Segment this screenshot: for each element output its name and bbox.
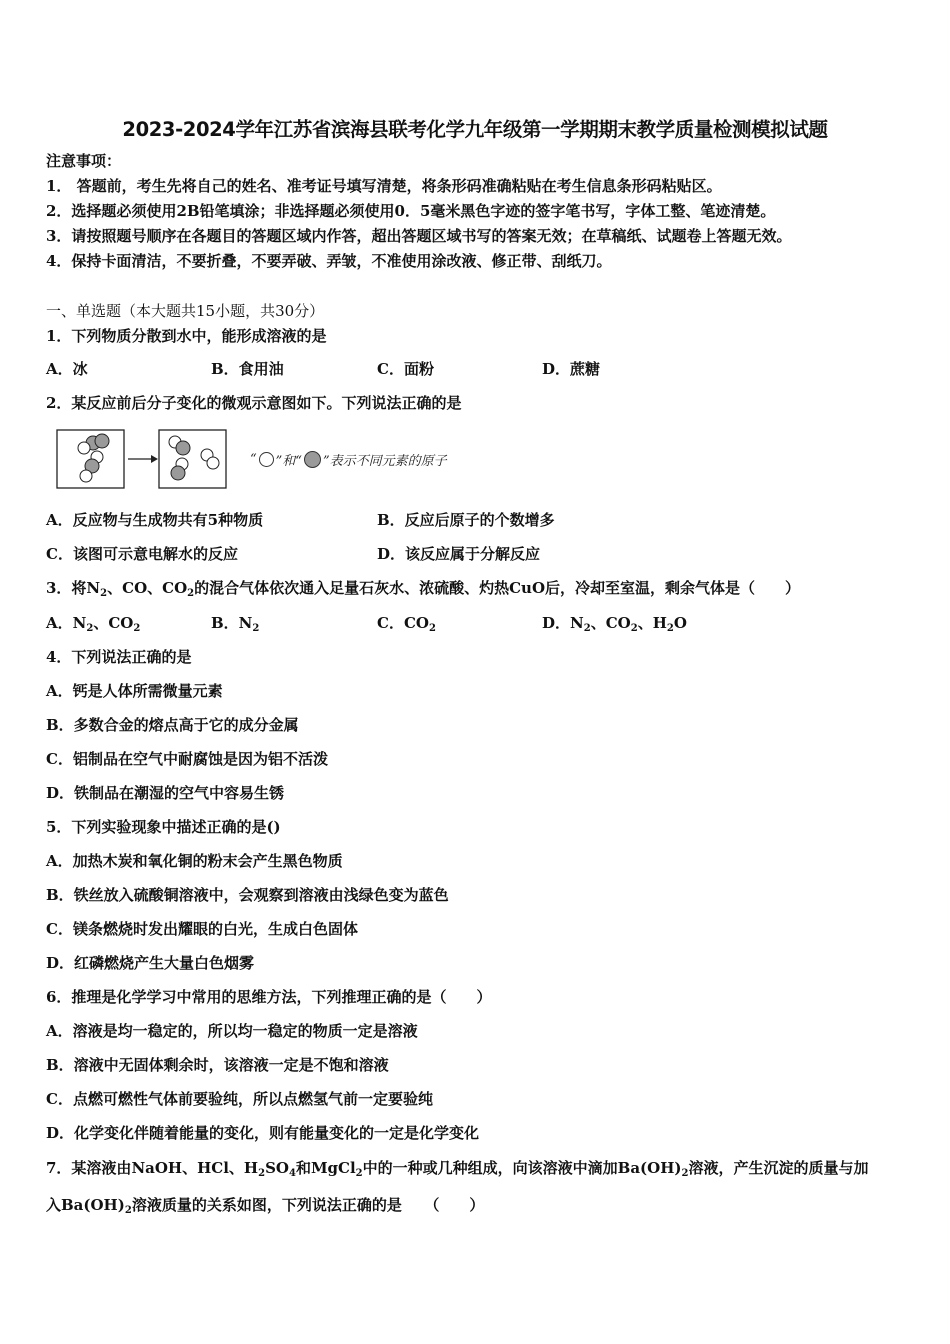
q5-option-c: C．镁条燃烧时发出耀眼的白光，生成白色固体 [46, 920, 358, 938]
question-5-stem: 5．下列实验现象中描述正确的是() [46, 818, 281, 836]
q5-option-d: D．红磷燃烧产生大量白色烟雾 [46, 954, 255, 972]
question-7-stem-line2: 入$Ba(OH)_2$溶液质量的关系如图，下列说法正确的是 （ ） [46, 1196, 485, 1216]
q6-option-b: B．溶液中无固体剩余时，该溶液一定是不饱和溶液 [46, 1056, 389, 1074]
q4-option-a: A．钙是人体所需微量元素 [46, 682, 223, 700]
question-3-stem: 3．将$N_2$、CO、$CO_2$的混合气体依次通入足量石灰水、浓硫酸、灼热CuO后，冷却至室温，剩余气体是（ ） [46, 579, 801, 599]
reactant-atom [80, 470, 92, 482]
section-heading: 一、单选题（本大题共15小题，共30分） [46, 302, 325, 320]
notice-item-4: 4．保持卡面清洁，不要折叠，不要弄破、弄皱，不准使用涂改液、修正带、刮纸刀。 [46, 252, 612, 270]
product-atom [171, 466, 185, 480]
q6-option-c: C．点燃可燃性气体前要验纯，所以点燃氢气前一定要验纯 [46, 1090, 433, 1108]
notice-item-1: 1． 答题前，考生先将自己的姓名、准考证号填写清楚，将条形码准确粘贴在考生信息条形码粘贴区。 [46, 177, 722, 195]
q2-option-b: B．反应后原子的个数增多 [377, 511, 555, 529]
notice-heading: 注意事项： [46, 152, 122, 170]
atom-legend [250, 450, 447, 469]
q4-option-d: D．铁制品在潮湿的空气中容易生锈 [46, 784, 285, 802]
question-2-stem: 2．某反应前后分子变化的微观示意图如下。下列说法正确的是 [46, 394, 462, 412]
product-atom [207, 457, 219, 469]
reaction-arrowhead [151, 455, 158, 463]
gray-atom-icon [304, 451, 321, 468]
legend-tail: ”表示不同元素的原子 [322, 454, 447, 469]
q3-option-a: A．$N_2$、$CO_2$ [46, 614, 141, 634]
question-6-stem: 6．推理是化学学习中常用的思维方法，下列推理正确的是（ ） [46, 988, 492, 1006]
notice-item-3: 3．请按照题号顺序在各题目的答题区域内作答，超出答题区域书写的答案无效；在草稿纸、试题卷上答题无效。 [46, 227, 792, 245]
q5-option-a: A．加热木炭和氧化铜的粉末会产生黑色物质 [46, 852, 343, 870]
q1-option-a: A．冰 [46, 360, 88, 378]
q5-option-b: B．铁丝放入硫酸铜溶液中，会观察到溶液由浅绿色变为蓝色 [46, 886, 449, 904]
q3-option-b: B．$N_2$ [211, 614, 260, 634]
question-1-stem: 1．下列物质分散到水中，能形成溶液的是 [46, 327, 327, 345]
q2-option-a: A．反应物与生成物共有5种物质 [46, 511, 264, 529]
q6-option-a: A．溶液是均一稳定的，所以均一稳定的物质一定是溶液 [46, 1022, 418, 1040]
question-7-stem-line1: 7．某溶液由NaOH、HCl、$H_2SO_4$和MgCl$_2$中的一种或几种组成，向该溶液中滴加$Ba(OH)_2$溶液，产生沉淀的质量与加 [46, 1159, 869, 1179]
legend-quote-open: “ [250, 452, 257, 467]
q4-option-b: B．多数合金的熔点高于它的成分金属 [46, 716, 299, 734]
q3-option-c: C．$CO_2$ [377, 614, 436, 634]
legend-and: ”和“ [275, 454, 302, 469]
molecule-reaction-diagram [56, 426, 231, 492]
q3-option-d: D．$N_2$、$CO_2$、$H_2O$ [542, 614, 687, 634]
white-atom-icon [259, 452, 274, 467]
q1-option-c: C．面粉 [377, 360, 434, 378]
reactant-atom [78, 442, 90, 454]
reactant-atom [95, 434, 109, 448]
q2-option-c: C．该图可示意电解水的反应 [46, 545, 238, 563]
page-title: 2023-2024学年江苏省滨海县联考化学九年级第一学期期末教学质量检测模拟试题 [122, 118, 828, 141]
q2-option-d: D．该反应属于分解反应 [377, 545, 541, 563]
q1-option-d: D．蔗糖 [542, 360, 601, 378]
product-atom [176, 441, 190, 455]
q4-option-c: C．铝制品在空气中耐腐蚀是因为铝不活泼 [46, 750, 328, 768]
notice-item-2: 2．选择题必须使用2B铅笔填涂；非选择题必须使用0．5毫米黑色字迹的签字笔书写，字体工整、笔迹清楚。 [46, 202, 776, 220]
q1-option-b: B．食用油 [211, 360, 284, 378]
question-4-stem: 4．下列说法正确的是 [46, 648, 192, 666]
q6-option-d: D．化学变化伴随着能量的变化，则有能量变化的一定是化学变化 [46, 1124, 480, 1142]
